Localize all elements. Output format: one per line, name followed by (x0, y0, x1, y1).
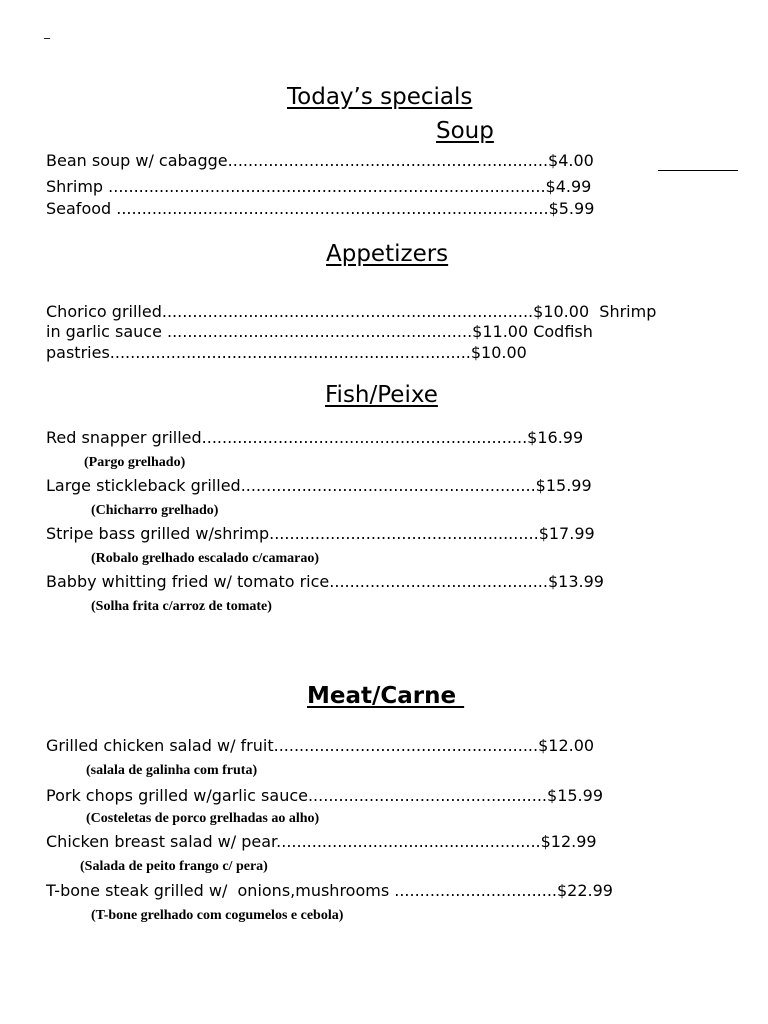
meat-item-translation: (salala de galinha com fruta) (86, 763, 258, 778)
fish-item-translation: (Chicharro grelhado) (91, 503, 219, 518)
soup-underline-rule (658, 170, 738, 171)
meat-item-translation: (Salada de peito frango c/ pera) (80, 859, 268, 874)
appetizers-line-2: in garlic sauce ............................................................$11.00 Codfish (46, 322, 593, 341)
soup-item-shrimp: Shrimp ......................................................................................$4.99 (46, 177, 592, 196)
meat-heading: Meat/Carne (307, 683, 465, 709)
appetizers-line-3: pastries.......................................................................$10.00 (46, 343, 527, 362)
soup-item-bean: Bean soup w/ cabagge...............................................................$4.00 (46, 151, 594, 170)
meat-item: T-bone steak grilled w/ onions,mushrooms ................................$22.99 (46, 881, 613, 900)
soup-heading: Soup (436, 118, 494, 144)
meat-item: Grilled chicken salad w/ fruit....................................................$12.00 (46, 736, 595, 755)
corner-mark: _ (44, 25, 50, 39)
appetizers-heading: Appetizers (326, 241, 449, 267)
meat-item-translation: (T-bone grelhado com cogumelos e cebola) (91, 908, 344, 923)
fish-item-translation: (Pargo grelhado) (84, 455, 186, 470)
fish-heading: Fish/Peixe (325, 382, 438, 408)
page-title: Today’s specials (287, 84, 473, 110)
fish-item: Large stickleback grilled..........................................................$15.99 (46, 476, 592, 495)
fish-item-translation: (Solha frita c/arroz de tomate) (91, 599, 272, 614)
fish-item-translation: (Robalo grelhado escalado c/camarao) (91, 551, 319, 566)
soup-item-seafood: Seafood .....................................................................................$5.99 (46, 199, 595, 218)
fish-item: Stripe bass grilled w/shrimp.....................................................$17.99 (46, 524, 595, 543)
appetizers-line-1: Chorico grilled.........................................................................$10.00 Shrimp (46, 302, 657, 321)
fish-item: Babby whitting fried w/ tomato rice...........................................$13.99 (46, 572, 604, 591)
meat-item: Chicken breast salad w/ pear....................................................$12.99 (46, 832, 597, 851)
meat-item-translation: (Costeletas de porco grelhadas ao alho) (86, 811, 320, 826)
meat-item: Pork chops grilled w/garlic sauce...............................................$15.99 (46, 786, 603, 805)
fish-item: Red snapper grilled................................................................$16.99 (46, 428, 584, 447)
